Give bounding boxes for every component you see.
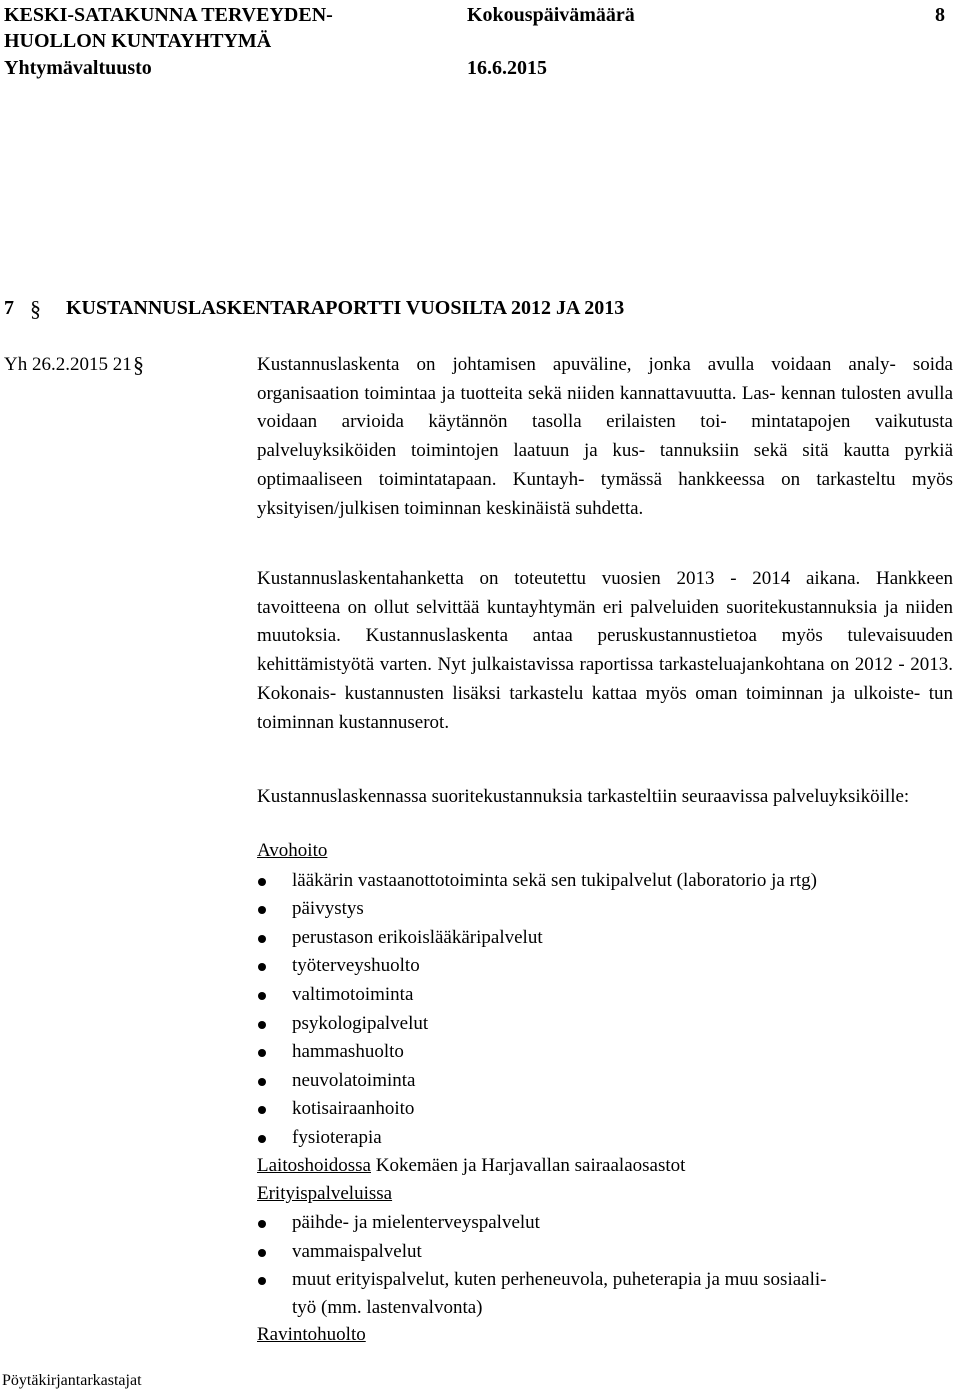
list-item: neuvolatoiminta xyxy=(292,1070,416,1091)
list-item: hammashuolto xyxy=(292,1041,404,1062)
footer-text: Pöytäkirjantarkastajat xyxy=(2,1372,142,1389)
list-item: psykologipalvelut xyxy=(292,1013,429,1034)
section-title: KUSTANNUSLASKENTARAPORTTI VUOSILTA 2012 JA 2013 xyxy=(66,297,625,319)
bullet-icon xyxy=(258,935,266,943)
list-item: päihde- ja mielenterveyspalvelut xyxy=(292,1212,540,1233)
laitoshoito-text: Kokemäen ja Harjavallan sairaalaosastot xyxy=(371,1155,686,1176)
paragraph-3: Kustannuslaskennassa suoritekustannuksia tarkasteltiin seuraavissa palveluyksiköille: xyxy=(257,786,910,807)
list-item: muut erityispalvelut, kuten perheneuvola, puheterapia ja muu sosiaali- xyxy=(292,1269,827,1290)
list-item: valtimotoiminta xyxy=(292,984,414,1005)
list-item: perustason erikoislääkäripalvelut xyxy=(292,927,543,948)
list-item: lääkärin vastaanottotoiminta sekä sen tukipalvelut (laboratorio ja rtg) xyxy=(292,870,817,891)
erityis-heading: Erityispalveluissa xyxy=(257,1183,393,1204)
reference-text: Yh 26.2.2015 21 xyxy=(4,354,132,375)
bullet-icon xyxy=(258,906,266,914)
meeting-date: 16.6.2015 xyxy=(467,57,547,79)
laitoshoito-heading: Laitoshoidossa xyxy=(257,1155,371,1176)
section-sign: § xyxy=(30,296,41,321)
org-name-line1: KESKI-SATAKUNNA TERVEYDEN- xyxy=(4,4,333,26)
section-number: 7 xyxy=(4,297,14,319)
page-number: 8 xyxy=(935,4,945,26)
bullet-icon xyxy=(258,1078,266,1086)
list-item-continued: työ (mm. lastenvalvonta) xyxy=(292,1297,483,1318)
organ-name: Yhtymävaltuusto xyxy=(4,57,152,79)
list-item: työterveyshuolto xyxy=(292,955,420,976)
bullet-icon xyxy=(258,1021,266,1029)
paragraph-2: Kustannuslaskentahanketta on toteutettu vuosien 2013 - 2014 aikana. Hankkeen tavoitteena on ollut selvittää kuntayhtymän eri palveluiden suoritekustannuksia ja niiden muutoksia. Kustannuslaskenta antaa peruskustannustietoa myös tulevaisuuden kehittämistyötä varten. Nyt julkaistavissa raportissa tarkasteluajankohtana on 2012 - 2013. Kokonais- kustannusten lisäksi tarkastelu kattaa myös oman toiminnan ja ulkoiste- tun toiminnan kustannuserot. xyxy=(257,568,953,733)
bullet-icon xyxy=(258,1135,266,1143)
list-item: fysioterapia xyxy=(292,1127,382,1148)
bullet-icon xyxy=(258,992,266,1000)
bullet-icon xyxy=(258,878,266,886)
list-item: päivystys xyxy=(292,898,364,919)
bullet-icon xyxy=(258,1277,266,1285)
ravinto-heading: Ravintohuolto xyxy=(257,1324,366,1345)
list-item: kotisairaanhoito xyxy=(292,1098,415,1119)
bullet-icon xyxy=(258,1106,266,1114)
org-name-line2: HUOLLON KUNTAYHTYMÄ xyxy=(4,30,272,52)
bullet-icon xyxy=(258,1249,266,1257)
list-item: vammaispalvelut xyxy=(292,1241,422,1262)
reference-sign: § xyxy=(133,352,144,377)
bullet-icon xyxy=(258,1049,266,1057)
bullet-icon xyxy=(258,1220,266,1228)
bullet-icon xyxy=(258,963,266,971)
paragraph-1: Kustannuslaskenta on johtamisen apuväline, jonka avulla voidaan analy- soida organisaation toimintaa ja tuotteita sekä niiden kannattavuutta. Las- kennan tulosten avulla voidaan arvioida käytännön tasolla erilaisten toi- mintatapojen vaikutusta palveluyksiköiden toimintojen laatuun ja kus- tannuksiin sekä sitä kautta pyrkiä optimaaliseen toimintatapaan. Kuntayh- tymässä hankkeessa on tarkasteltu myös yksityisen/julkisen toiminnan keskinäistä suhdetta. xyxy=(257,354,953,519)
date-label: Kokouspäivämäärä xyxy=(467,4,635,26)
avohoito-heading: Avohoito xyxy=(257,840,328,861)
laitoshoito-line xyxy=(257,1155,685,1177)
